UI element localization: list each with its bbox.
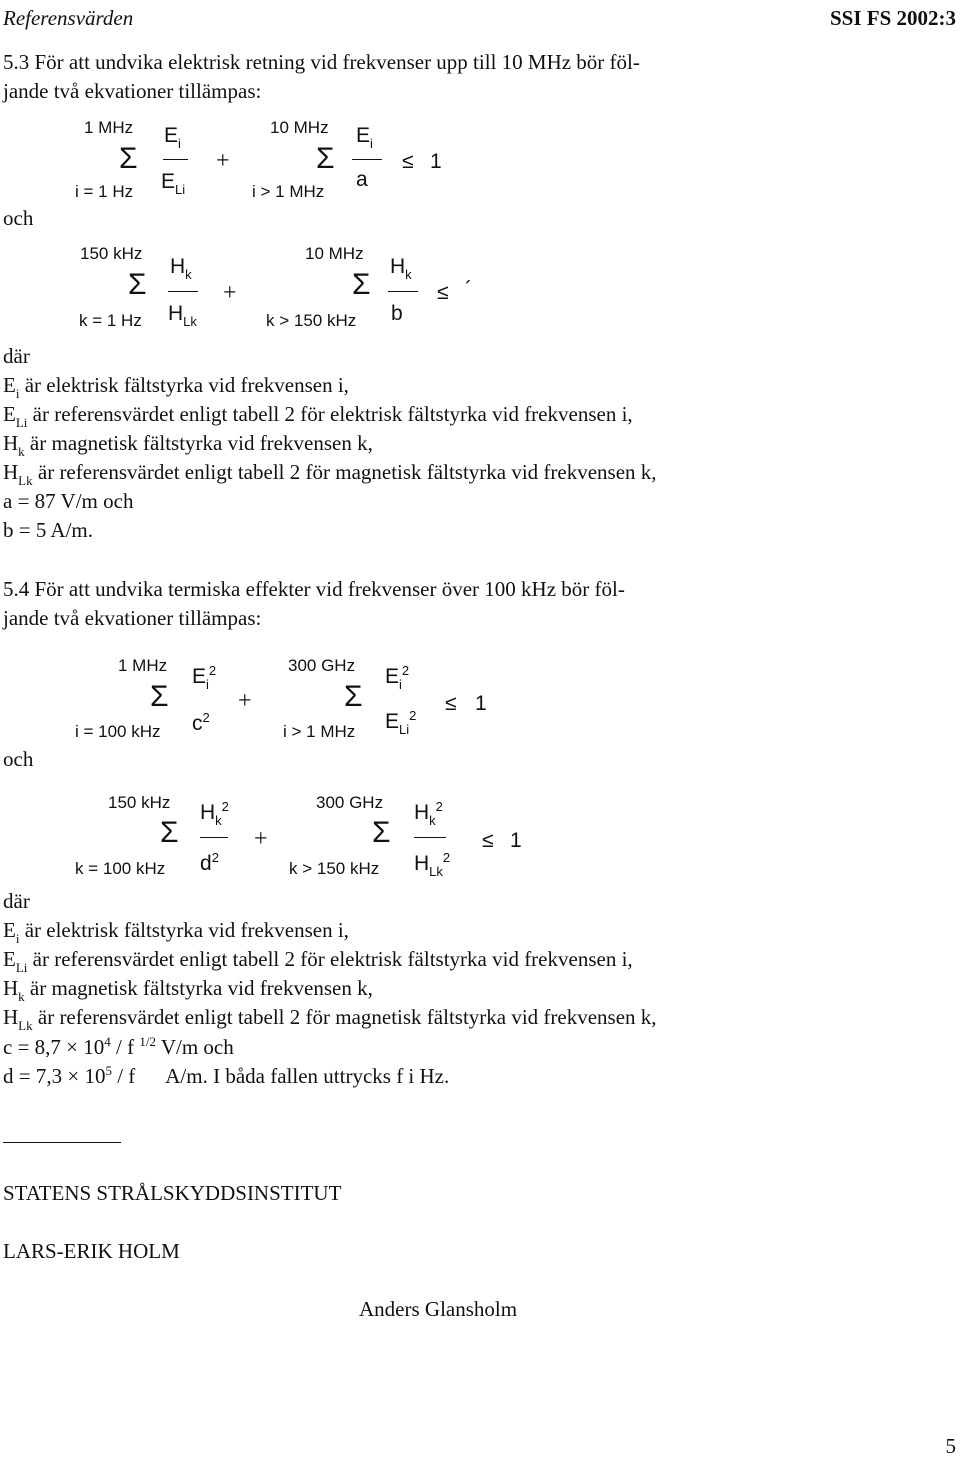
less-or-equal-sign: ≤ bbox=[445, 692, 457, 715]
section-5-4-line2: jande två ekvationer tillämpas: bbox=[3, 606, 262, 630]
fraction-denominator: $H_{Lk}^2$ bbox=[414, 850, 451, 879]
dar-label: där bbox=[3, 344, 30, 368]
fraction-denominator: $E_{Li}^2$ bbox=[385, 708, 417, 737]
organization-name: STATENS STRÅLSKYDDSINSTITUT bbox=[3, 1181, 342, 1205]
plus-sign: + bbox=[223, 280, 237, 306]
definition-line: $H_{Lk}$ är referensvärdet enligt tabell 2 för magnetisk fältstyrka vid frekvensen k, bbox=[3, 1005, 657, 1033]
fraction-bar bbox=[200, 837, 228, 838]
right-hand-side: 1 bbox=[475, 692, 487, 715]
sum-lower-limit: k = 1 Hz bbox=[79, 311, 142, 330]
sum-lower-limit: k > 150 kHz bbox=[266, 311, 357, 330]
fraction-denominator: b bbox=[391, 302, 403, 325]
right-hand-side: 1 bbox=[510, 829, 522, 852]
fraction-denominator: $c^2$ bbox=[192, 710, 210, 735]
sigma-symbol: Σ bbox=[352, 268, 371, 301]
fraction-denominator: $d^2$ bbox=[200, 850, 219, 875]
sigma-symbol: Σ bbox=[372, 816, 391, 849]
fraction-numerator: $H_k$ bbox=[170, 255, 192, 282]
definition-line: $H_{Lk}$ är referensvärdet enligt tabell 2 för magnetisk fältstyrka vid frekvensen k, bbox=[3, 460, 657, 488]
sigma-symbol: Σ bbox=[160, 816, 179, 849]
plus-sign: + bbox=[238, 688, 252, 714]
definition-line: $E_i$ är elektrisk fältstyrka vid frekvensen i, bbox=[3, 373, 349, 401]
definition-line: $H_k$ är magnetisk fältstyrka vid frekvensen k, bbox=[3, 431, 373, 459]
sum-lower-limit: i > 1 MHz bbox=[283, 722, 356, 741]
sigma-symbol: Σ bbox=[344, 680, 363, 713]
sum-lower-limit: i = 1 Hz bbox=[75, 182, 134, 201]
fraction-bar bbox=[168, 291, 198, 292]
less-or-equal-sign: ≤ bbox=[437, 281, 449, 304]
definition-line: $E_i$ är elektrisk fältstyrka vid frekvensen i, bbox=[3, 918, 349, 946]
plus-sign: + bbox=[254, 826, 268, 852]
sum-upper-limit: 300 GHz bbox=[316, 793, 384, 812]
fraction-numerator: $E_i^2$ bbox=[385, 663, 410, 692]
right-hand-side: 1 bbox=[430, 150, 442, 173]
sum-upper-limit: 300 GHz bbox=[288, 656, 356, 675]
fraction-numerator: $E_i$ bbox=[164, 124, 181, 151]
fraction-numerator: $E_i^2$ bbox=[192, 663, 217, 692]
definition-line: $E_{Li}$ är referensvärdet enligt tabell 2 för elektrisk fältstyrka vid frekvensen i, bbox=[3, 402, 633, 430]
section-5-3-line1: 5.3 För att undvika elektrisk retning vid frekvenser upp till 10 MHz bör föl- bbox=[3, 50, 640, 74]
less-or-equal-sign: ≤ bbox=[402, 150, 414, 173]
sum-upper-limit: 150 kHz bbox=[108, 793, 171, 812]
right-hand-side: ´ bbox=[465, 278, 472, 301]
sum-upper-limit: 10 MHz bbox=[305, 244, 364, 263]
definition-line: $E_{Li}$ är referensvärdet enligt tabell 2 för elektrisk fältstyrka vid frekvensen i, bbox=[3, 947, 633, 975]
sum-lower-limit: k > 150 kHz bbox=[289, 859, 380, 878]
constant-d: $d = 7,3 \times 10^5 / f$ A/m. I båda fallen uttrycks f i Hz. bbox=[3, 1063, 450, 1088]
running-header-right: SSI FS 2002:3 bbox=[829, 6, 956, 30]
fraction-denominator: $H_{Lk}$ bbox=[168, 302, 197, 329]
section-5-3-line2: jande två ekvationer tillämpas: bbox=[3, 79, 262, 103]
fraction-denominator: $E_{Li}$ bbox=[161, 170, 186, 197]
plus-sign: + bbox=[216, 148, 230, 174]
signatory-1: LARS-ERIK HOLM bbox=[3, 1239, 180, 1263]
fraction-numerator: $H_k^2$ bbox=[414, 799, 443, 828]
running-header-left: Referensvärden bbox=[3, 6, 134, 30]
fraction-numerator: $H_k$ bbox=[390, 255, 412, 282]
constant-b: b = 5 A/m. bbox=[3, 518, 94, 542]
fraction-bar bbox=[388, 291, 418, 292]
och-label: och bbox=[3, 206, 34, 230]
sigma-symbol: Σ bbox=[316, 142, 335, 175]
sigma-symbol: Σ bbox=[119, 142, 138, 175]
sigma-symbol: Σ bbox=[150, 680, 169, 713]
signature-divider bbox=[3, 1142, 121, 1143]
constant-a: a = 87 V/m och bbox=[3, 489, 134, 513]
sum-upper-limit: 1 MHz bbox=[118, 656, 168, 675]
sum-lower-limit: k = 100 kHz bbox=[75, 859, 166, 878]
sum-upper-limit: 10 MHz bbox=[270, 118, 329, 137]
sum-upper-limit: 1 MHz bbox=[84, 118, 134, 137]
fraction-bar bbox=[414, 837, 446, 838]
sum-upper-limit: 150 kHz bbox=[80, 244, 143, 263]
page-number: 5 bbox=[945, 1434, 956, 1458]
sum-lower-limit: i > 1 MHz bbox=[252, 182, 325, 201]
fraction-denominator: a bbox=[356, 168, 368, 191]
less-or-equal-sign: ≤ bbox=[482, 829, 494, 852]
signatory-2: Anders Glansholm bbox=[359, 1297, 518, 1321]
och-label: och bbox=[3, 747, 34, 771]
fraction-bar bbox=[352, 159, 382, 160]
fraction-numerator: $E_i$ bbox=[356, 124, 373, 151]
fraction-numerator: $H_k^2$ bbox=[200, 799, 229, 828]
constant-c: $c = 8,7 \times 10^4 / f$ $^{1/2}$ V/m och bbox=[3, 1034, 234, 1059]
sigma-symbol: Σ bbox=[128, 268, 147, 301]
fraction-bar bbox=[163, 159, 188, 160]
sum-lower-limit: i = 100 kHz bbox=[75, 722, 161, 741]
section-5-4-line1: 5.4 För att undvika termiska effekter vid frekvenser över 100 kHz bör föl- bbox=[3, 577, 625, 601]
definition-line: $H_k$ är magnetisk fältstyrka vid frekvensen k, bbox=[3, 976, 373, 1004]
dar-label: där bbox=[3, 889, 30, 913]
